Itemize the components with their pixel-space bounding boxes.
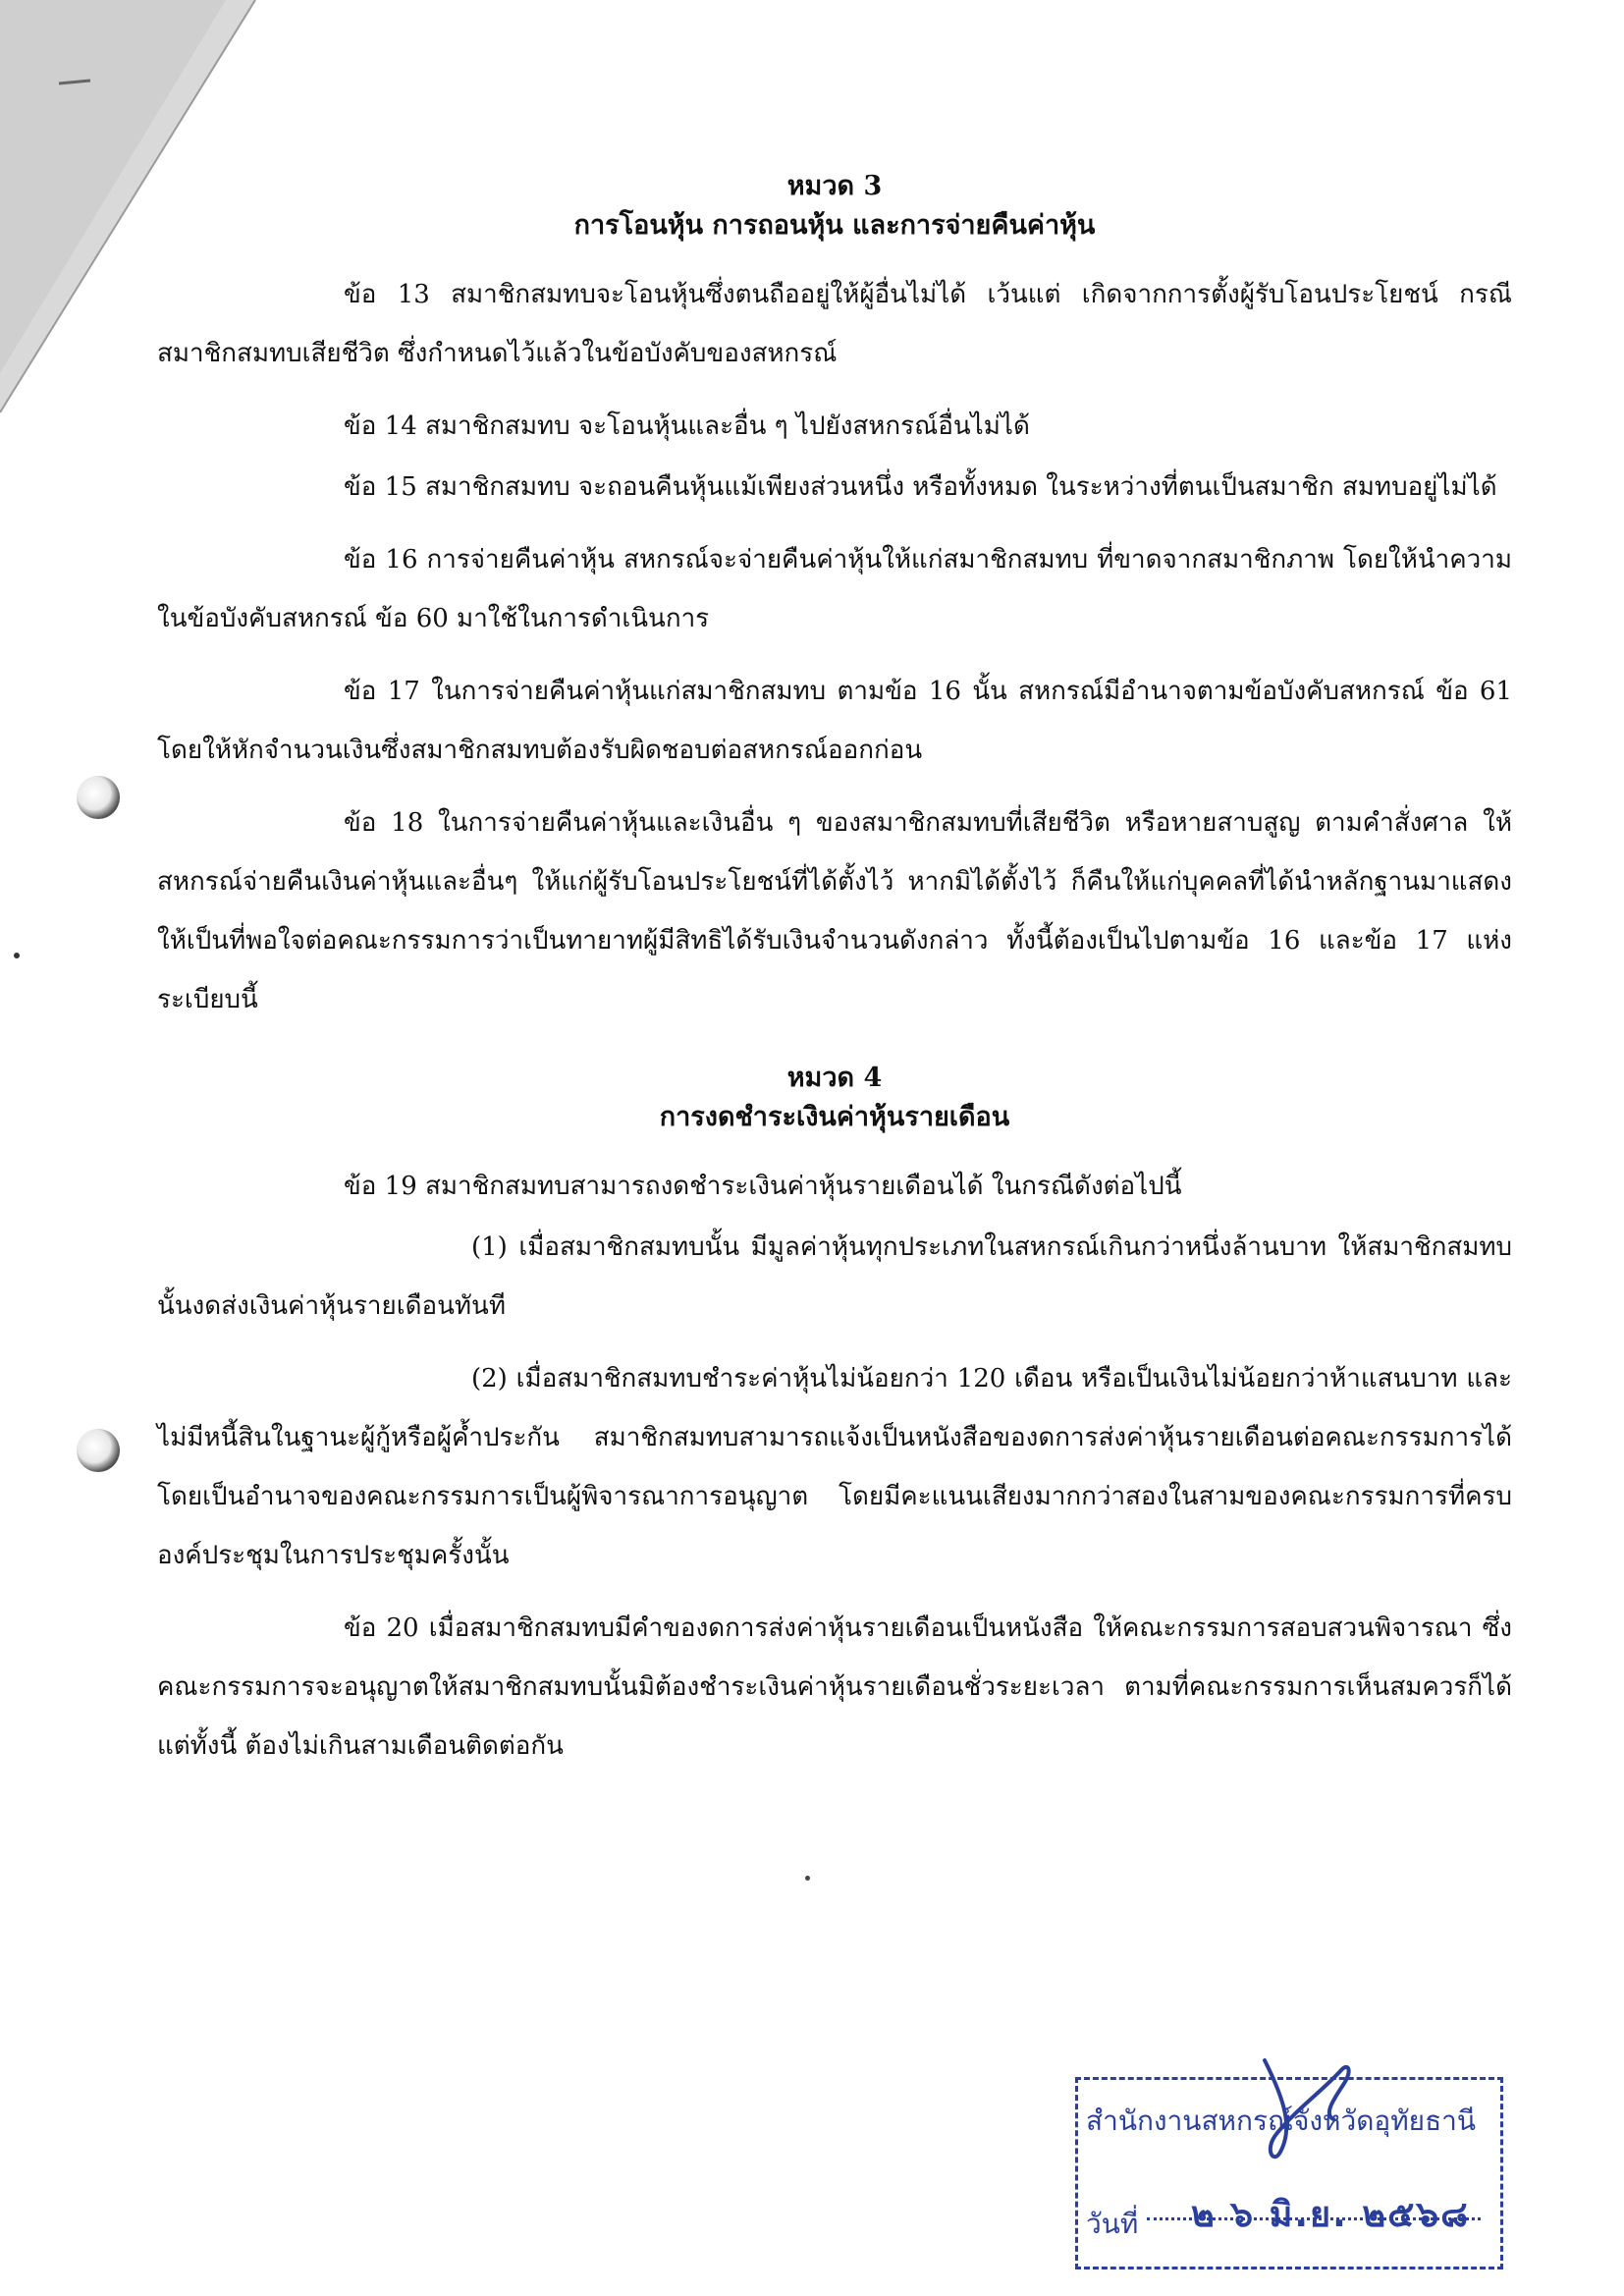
scan-speck bbox=[805, 1876, 810, 1881]
stamp-office-name: สำนักงานสหกรณ์จังหวัดอุทัยธานี bbox=[1086, 2105, 1477, 2137]
chapter4-title: การงดชำระเงินค่าหุ้นรายเดือน bbox=[659, 1102, 1010, 1132]
punch-hole-top bbox=[77, 776, 120, 819]
office-stamp bbox=[1075, 2077, 1503, 2269]
clause-14: ข้อ 14 สมาชิกสมทบ จะโอนหุ้นและอื่น ๆ ไปยังสหกรณ์อื่นไม่ได้ bbox=[344, 411, 1030, 441]
document-body bbox=[157, 167, 1512, 1789]
clause-20: ข้อ 20 เมื่อสมาชิกสมทบมีคำของดการส่งค่าหุ้นรายเดือนเป็นหนังสือ ให้คณะกรรมการสอบสวนพิจารณา ซึ่งคณะกรรมการจะอนุญาตให้สมาชิกสมทบนั้นมิต้องชำระเงินค่าหุ้นรายเดือนชั่วระยะเวลา ตามที่คณะกรรมการเห็นสมควรก็ได้ แต่ทั้งนี้ ต้องไม่เกินสามเดือนติดต่อกัน bbox=[157, 1613, 1512, 1761]
clause-19-item-2: (2) เมื่อสมาชิกสมทบชำระค่าหุ้นไม่น้อยกว่า 120 เดือน หรือเป็นเงินไม่น้อยกว่าห้าแสนบาท และไม่มีหนี้สินในฐานะผู้กู้หรือผู้ค้ำประกัน สมาชิกสมทบสามารถแจ้งเป็นหนังสือของดการส่งค่าหุ้นรายเดือนต่อคณะกรรมการได้ โดยเป็นอำนาจของคณะกรรมการเป็นผู้พิจารณาการอนุญาต โดยมีคะแนนเสียงมากกว่าสองในสามของคณะกรรมการที่ครบองค์ประชุมในการประชุมครั้งนั้น bbox=[157, 1364, 1512, 1570]
chapter4-number: หมวด 4 bbox=[786, 1063, 883, 1093]
scan-speck bbox=[14, 953, 20, 958]
punch-hole-bottom bbox=[77, 1429, 120, 1472]
clause-19: ข้อ 19 สมาชิกสมทบสามารถงดชำระเงินค่าหุ้นรายเดือนได้ ในกรณีดังต่อไปนี้ bbox=[344, 1172, 1182, 1201]
stamp-date: ๒ ๖ มิ.ย. ๒๕๖๘ bbox=[1191, 2195, 1470, 2235]
clause-16: ข้อ 16 การจ่ายคืนค่าหุ้น สหกรณ์จะจ่ายคืนค่าหุ้นให้แก่สมาชิกสมทบ ที่ขาดจากสมาชิกภาพ โดยให้นำความในข้อบังคับสหกรณ์ ข้อ 60 มาใช้ในการดำเนินการ bbox=[157, 545, 1512, 633]
clause-15: ข้อ 15 สมาชิกสมทบ จะถอนคืนหุ้นแม้เพียงส่วนหนึ่ง หรือทั้งหมด ในระหว่างที่ตนเป็นสมาชิก สมทบอยู่ไม่ได้ bbox=[344, 472, 1497, 502]
chapter3-number: หมวด 3 bbox=[786, 171, 883, 201]
clause-13: ข้อ 13 สมาชิกสมทบจะโอนหุ้นซึ่งตนถืออยู่ให้ผู้อื่นไม่ได้ เว้นแต่ เกิดจากการตั้งผู้รับโอนประโยชน์ กรณีสมาชิกสมทบเสียชีวิต ซึ่งกำหนดไว้แล้วในข้อบังคับของสหกรณ์ bbox=[157, 280, 1512, 368]
stamp-date-label: วันที่ bbox=[1086, 2208, 1139, 2240]
clause-18: ข้อ 18 ในการจ่ายคืนค่าหุ้นและเงินอื่น ๆ ของสมาชิกสมทบที่เสียชีวิต หรือหายสาบสูญ ตามคำสั่งศาล ให้สหกรณ์จ่ายคืนเงินค่าหุ้นและอื่นๆ ให้แก่ผู้รับโอนประโยชน์ที่ได้ตั้งไว้ หากมิได้ตั้งไว้ ก็คืนให้แก่บุคคลที่ได้นำหลักฐานมาแสดงให้เป็นที่พอใจต่อคณะกรรมการว่าเป็นทายาทผู้มีสิทธิได้รับเงินจำนวนดังกล่าว ทั้งนี้ต้องเป็นไปตามข้อ 16 และข้อ 17 แห่งระเบียบนี้ bbox=[157, 808, 1512, 1014]
chapter3-title: การโอนหุ้น การถอนหุ้น และการจ่ายคืนค่าหุ้น bbox=[573, 210, 1096, 241]
clause-17: ข้อ 17 ในการจ่ายคืนค่าหุ้นแก่สมาชิกสมทบ ตามข้อ 16 นั้น สหกรณ์มีอำนาจตามข้อบังคับสหกรณ์ ข้อ 61 โดยให้หักจำนวนเงินซึ่งสมาชิกสมทบต้องรับผิดชอบต่อสหกรณ์ออกก่อน bbox=[157, 677, 1512, 765]
signature-mark bbox=[1225, 2041, 1382, 2168]
clause-19-item-1: (1) เมื่อสมาชิกสมทบนั้น มีมูลค่าหุ้นทุกประเภทในสหกรณ์เกินกว่าหนึ่งล้านบาท ให้สมาชิกสมทบนั้นงดส่งเงินค่าหุ้นรายเดือนทันที bbox=[157, 1232, 1512, 1321]
